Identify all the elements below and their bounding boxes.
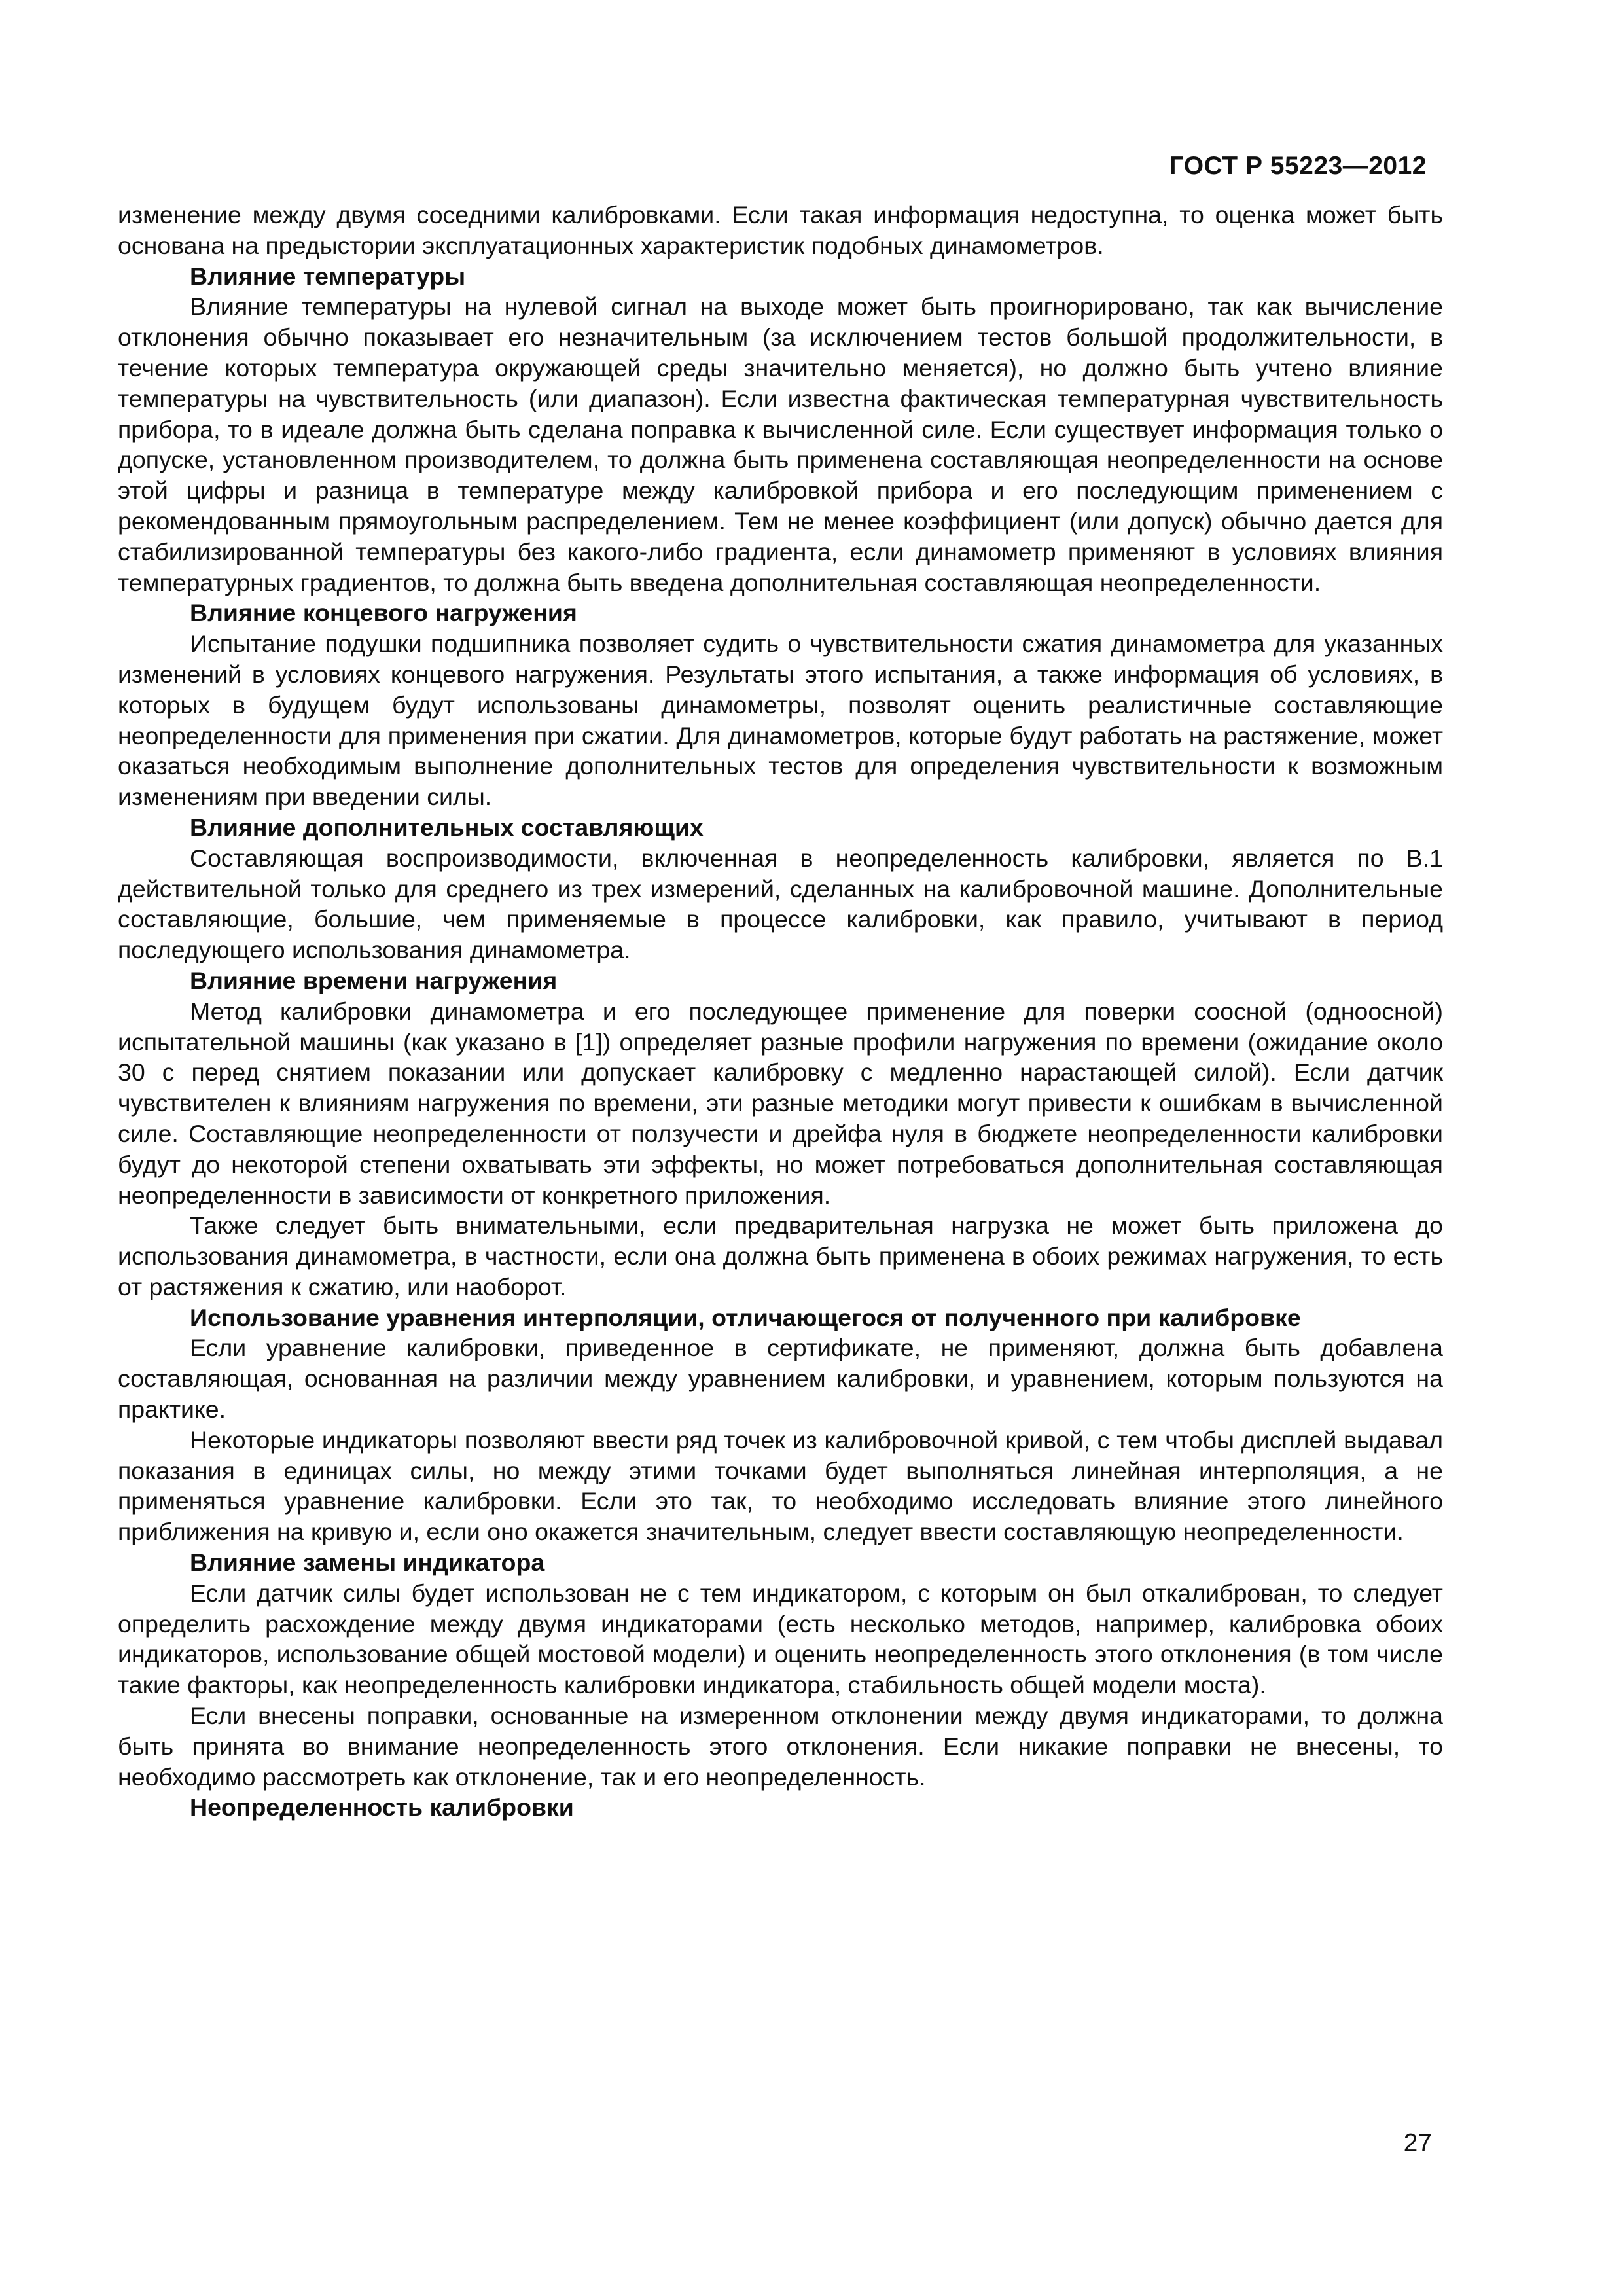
paragraph: Если датчик силы будет использован не с тем индикатором, с которым он был откалиброван, то следует определить расхождение между двумя индикаторами (есть несколько методов, например, калибровка обоих индикаторов, использование общей мостовой модели) и оценить неопределенность этого отклонения (в том числе такие факторы, как неопределенность калибровки индикатора, стабильность общей модели моста). [118, 1579, 1443, 1699]
paragraph: Если внесены поправки, основанные на измеренном отклонении между двумя индикаторами, то должна быть принята во внимание неопределенность этого отклонения. Если никакие поправки не внесены, то необходимо рассмотреть как отклонение, так и его неопределенность. [118, 1702, 1443, 1791]
document-body [118, 200, 1443, 1823]
paragraph: Влияние температуры на нулевой сигнал на выходе может быть проигнорировано, так как вычисление отклонения обычно показывает его незначительным (за исключением тестов большой продолжительности, в течение которых температура окружающей среды значительно меняется), но должно быть учтено влияние температуры на чувствительность (или диапазон). Если известна фактическая температурная чувствительность прибора, то в идеале должна быть сделана поправка к вычисленной силе. Если существует информация только о допуске, установленном производителем, то должна быть применена составляющая неопределенности на основе этой цифры и разница в температуре между калибровкой прибора и его последующим применением с рекомендованным прямоугольным распределением. Тем не менее коэффициент (или допуск) обычно дается для стабилизированной температуры без какого-либо градиента, если динамометр применяют в условиях влияния температурных градиентов, то должна быть введена дополнительная составляющая неопределенности. [118, 293, 1443, 596]
document-code: ГОСТ Р 55223—2012 [1169, 152, 1427, 180]
paragraph: Составляющая воспроизводимости, включенная в неопределенность калибровки, является по В.1 действительной только для среднего из трех измерений, сделанных на калибровочной машине. Дополнительные составляющие, большие, чем применяемые в процессе калибровки, как правило, учитывают в период последующего использования динамометра. [118, 844, 1443, 964]
continued-paragraph: изменение между двумя соседними калибровками. Если такая информация недоступна, то оценка может быть основана на предыстории эксплуатационных характеристик подобных динамометров. [118, 201, 1443, 259]
paragraph: Также следует быть внимательными, если предварительная нагрузка не может быть приложена до использования динамометра, в частности, если она должна быть применена в обоих режимах нагружения, то есть от растяжения к сжатию, или наоборот. [118, 1211, 1443, 1300]
section-heading: Влияние дополнительных составляющих [190, 813, 704, 841]
section-heading: Неопределенность калибровки [190, 1793, 574, 1821]
paragraph: Если уравнение калибровки, приведенное в сертификате, не применяют, должна быть добавлена составляющая, основанная на различии между уравнением калибровки, и уравнением, которым пользуются на практике. [118, 1334, 1443, 1424]
paragraph: Испытание подушки подшипника позволяет судить о чувствительности сжатия динамометра для указанных изменений в условиях концевого нагружения. Результаты этого испытания, а также информация об условиях, в которых в будущем будут использованы динамометры, позволят оценить реалистичные составляющие неопределенности для применения при сжатии. Для динамометров, которые будут работать на растяжение, может оказаться необходимым выполнение дополнительных тестов для определения чувствительности к возможным изменениям при введении силы. [118, 630, 1443, 811]
section-heading: Влияние температуры [190, 262, 466, 290]
paragraph: Некоторые индикаторы позволяют ввести ряд точек из калибровочной кривой, с тем чтобы дисплей выдавал показания в единицах силы, но между этими точками будет выполняться линейная интерполяция, а не применяться уравнение калибровки. Если это так, то необходимо исследовать влияние этого линейного приближения на кривую и, если оно окажется значительным, следует ввести составляющую неопределенности. [118, 1426, 1443, 1546]
paragraph: Метод калибровки динамометра и его последующее применение для поверки соосной (одноосной) испытательной машины (как указано в [1]) определяет разные профили нагружения по времени (ожидание около 30 с перед снятием показании или допускает калибровку с медленно нарастающей силой). Если датчик чувствителен к влияниям нагружения по времени, эти разные методики могут привести к ошибкам в вычисленной силе. Составляющие неопределенности от ползучести и дрейфа нуля в бюджете неопределенности калибровки будут до некоторой степени охватывать эти эффекты, но может потребоваться дополнительная составляющая неопределенности в зависимости от конкретного приложения. [118, 997, 1443, 1209]
section-heading: Влияние времени нагружения [190, 966, 558, 994]
section-heading: Использование уравнения интерполяции, отличающегося от полученного при калибровке [190, 1303, 1301, 1331]
section-heading: Влияние концевого нагружения [190, 599, 577, 627]
page-number: 27 [1403, 2129, 1432, 2157]
section-heading: Влияние замены индикатора [190, 1549, 545, 1577]
